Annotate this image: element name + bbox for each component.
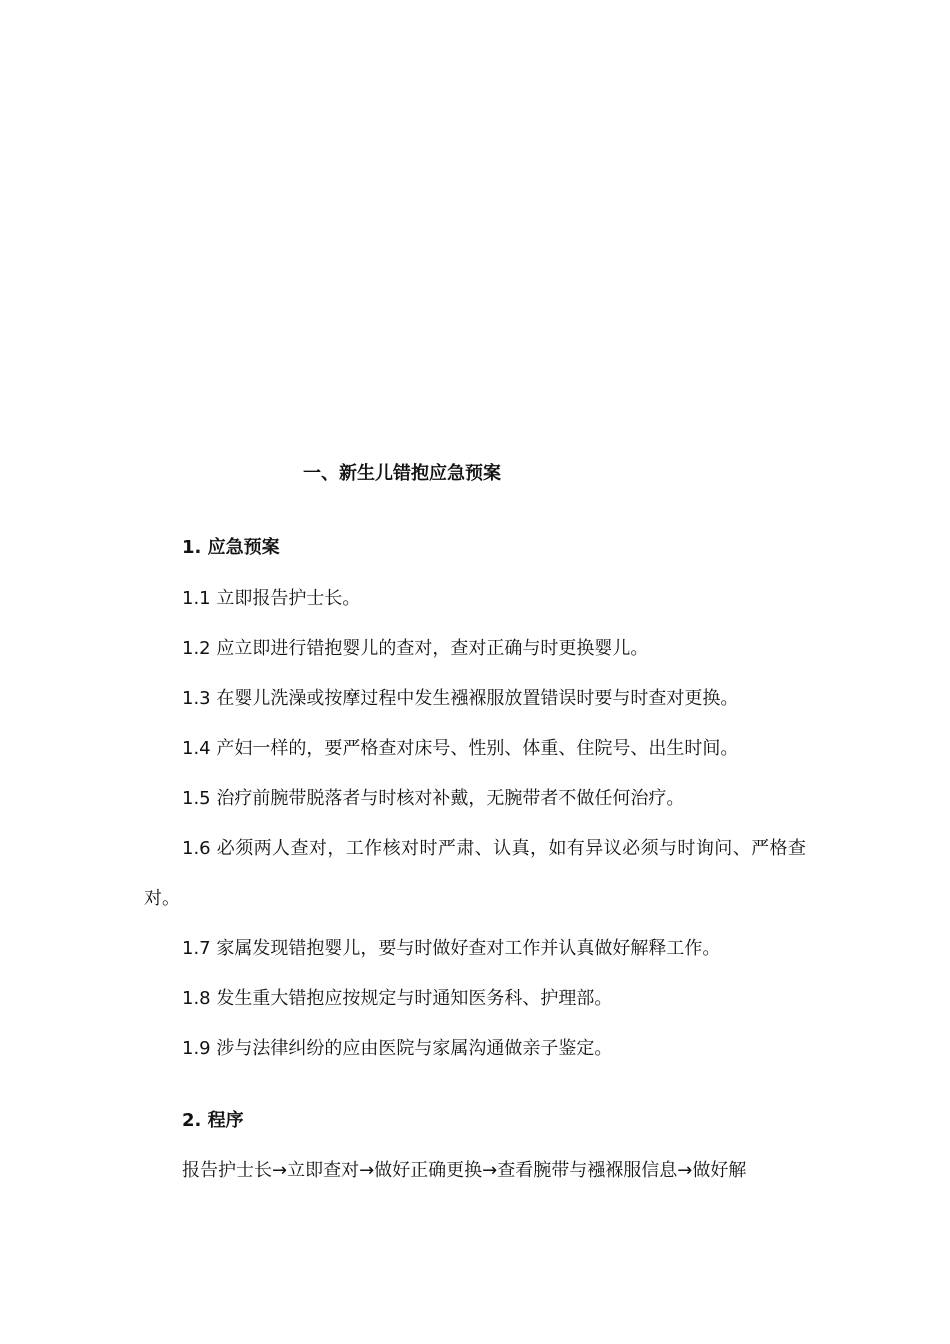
list-item: 1.7 家属发现错抱婴儿，要与时做好查对工作并认真做好解释工作。 <box>182 938 721 959</box>
document-title: 一、新生儿错抱应急预案 <box>303 463 501 484</box>
section-heading-emergency-plan: 1. 应急预案 <box>182 537 280 558</box>
list-item: 1.3 在婴儿洗澡或按摩过程中发生襁褓服放置错误时要与时查对更换。 <box>182 688 739 709</box>
procedure-text: 报告护士长→立即查对→做好正确更换→查看腕带与襁褓服信息→做好解 <box>182 1160 747 1181</box>
section-heading-procedure: 2. 程序 <box>182 1110 244 1131</box>
list-item: 1.2 应立即进行错抱婴儿的查对，查对正确与时更换婴儿。 <box>182 638 649 659</box>
list-item: 1.9 涉与法律纠纷的应由医院与家属沟通做亲子鉴定。 <box>182 1038 613 1059</box>
list-item: 1.5 治疗前腕带脱落者与时核对补戴，无腕带者不做任何治疗。 <box>182 788 685 809</box>
list-item: 1.1 立即报告护士长。 <box>182 588 361 609</box>
list-item: 1.4 产妇一样的，要严格查对床号、性别、体重、住院号、出生时间。 <box>182 738 739 759</box>
list-item: 1.6 必须两人查对，工作核对时严肃、认真，如有异议必须与时询问、严格查对。 <box>144 838 806 909</box>
list-item: 1.8 发生重大错抱应按规定与时通知医务科、护理部。 <box>182 988 613 1009</box>
